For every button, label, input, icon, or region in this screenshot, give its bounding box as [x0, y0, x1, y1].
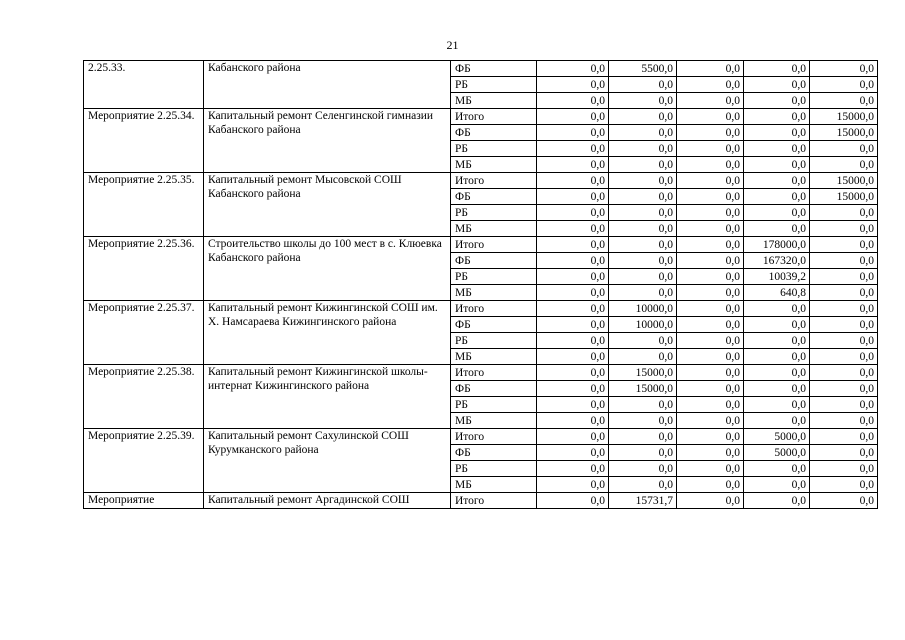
value-cell: 0,0	[537, 301, 609, 317]
value-cell: 0,0	[537, 93, 609, 109]
source-cell: Итого	[451, 429, 537, 445]
page-number: 21	[446, 38, 459, 52]
value-cell: 0,0	[609, 205, 677, 221]
value-cell: 0,0	[537, 221, 609, 237]
value-cell: 0,0	[537, 349, 609, 365]
value-cell: 0,0	[744, 77, 810, 93]
source-cell: Итого	[451, 301, 537, 317]
value-cell: 0,0	[537, 205, 609, 221]
value-cell: 0,0	[810, 317, 878, 333]
value-cell: 0,0	[810, 413, 878, 429]
source-cell: РБ	[451, 333, 537, 349]
value-cell: 0,0	[810, 381, 878, 397]
value-cell: 0,0	[677, 253, 744, 269]
value-cell: 15731,7	[609, 493, 677, 509]
value-cell: 0,0	[810, 93, 878, 109]
value-cell: 0,0	[609, 93, 677, 109]
source-cell: РБ	[451, 77, 537, 93]
description-cell: Капитальный ремонт Аргадинской СОШ	[204, 493, 451, 509]
source-cell: РБ	[451, 141, 537, 157]
value-cell: 0,0	[677, 157, 744, 173]
event-cell: Мероприятие 2.25.38.	[84, 365, 204, 429]
value-cell: 5500,0	[609, 61, 677, 77]
value-cell: 0,0	[810, 157, 878, 173]
source-cell: МБ	[451, 285, 537, 301]
value-cell: 0,0	[537, 461, 609, 477]
source-cell: Итого	[451, 173, 537, 189]
value-cell: 0,0	[744, 61, 810, 77]
source-cell: ФБ	[451, 189, 537, 205]
value-cell: 0,0	[677, 269, 744, 285]
value-cell: 0,0	[744, 381, 810, 397]
table-body	[84, 61, 878, 509]
value-cell: 0,0	[810, 77, 878, 93]
value-cell: 10000,0	[609, 317, 677, 333]
value-cell: 0,0	[744, 173, 810, 189]
table-row	[84, 173, 878, 189]
value-cell: 0,0	[677, 493, 744, 509]
value-cell: 0,0	[677, 333, 744, 349]
table-row	[84, 429, 878, 445]
source-cell: МБ	[451, 413, 537, 429]
value-cell: 0,0	[609, 397, 677, 413]
value-cell: 0,0	[677, 429, 744, 445]
value-cell: 0,0	[677, 349, 744, 365]
value-cell: 0,0	[810, 141, 878, 157]
value-cell: 0,0	[537, 253, 609, 269]
value-cell: 0,0	[744, 189, 810, 205]
table-row	[84, 301, 878, 317]
value-cell: 0,0	[537, 397, 609, 413]
value-cell: 0,0	[810, 221, 878, 237]
source-cell: ФБ	[451, 253, 537, 269]
event-cell: Мероприятие 2.25.36.	[84, 237, 204, 301]
value-cell: 0,0	[677, 125, 744, 141]
value-cell: 0,0	[810, 285, 878, 301]
value-cell: 0,0	[609, 413, 677, 429]
value-cell: 0,0	[677, 237, 744, 253]
event-cell: 2.25.33.	[84, 61, 204, 109]
value-cell: 0,0	[537, 109, 609, 125]
value-cell: 0,0	[677, 285, 744, 301]
value-cell: 0,0	[810, 477, 878, 493]
value-cell: 0,0	[744, 349, 810, 365]
value-cell: 0,0	[744, 461, 810, 477]
value-cell: 0,0	[537, 61, 609, 77]
value-cell: 10000,0	[609, 301, 677, 317]
value-cell: 0,0	[677, 397, 744, 413]
source-cell: РБ	[451, 205, 537, 221]
source-cell: Итого	[451, 493, 537, 509]
value-cell: 0,0	[744, 413, 810, 429]
value-cell: 0,0	[744, 109, 810, 125]
value-cell: 0,0	[744, 221, 810, 237]
source-cell: МБ	[451, 93, 537, 109]
value-cell: 0,0	[677, 109, 744, 125]
value-cell: 0,0	[537, 269, 609, 285]
description-cell: Кабанского района	[204, 61, 451, 109]
value-cell: 0,0	[537, 157, 609, 173]
value-cell: 0,0	[677, 141, 744, 157]
value-cell: 0,0	[537, 333, 609, 349]
description-cell: Капитальный ремонт Кижингинской СОШ им. Х. Намсараева Кижингинского района	[204, 301, 451, 365]
value-cell: 0,0	[609, 189, 677, 205]
table-row	[84, 365, 878, 381]
value-cell: 0,0	[609, 141, 677, 157]
value-cell: 0,0	[744, 205, 810, 221]
value-cell: 0,0	[677, 93, 744, 109]
value-cell: 0,0	[609, 253, 677, 269]
value-cell: 0,0	[677, 381, 744, 397]
value-cell: 0,0	[537, 173, 609, 189]
value-cell: 167320,0	[744, 253, 810, 269]
value-cell: 0,0	[609, 269, 677, 285]
value-cell: 0,0	[810, 429, 878, 445]
table-row	[84, 493, 878, 509]
value-cell: 0,0	[537, 429, 609, 445]
source-cell: ФБ	[451, 317, 537, 333]
source-cell: РБ	[451, 397, 537, 413]
value-cell: 0,0	[609, 461, 677, 477]
value-cell: 0,0	[609, 125, 677, 141]
value-cell: 0,0	[677, 205, 744, 221]
value-cell: 0,0	[744, 477, 810, 493]
value-cell: 15000,0	[810, 125, 878, 141]
value-cell: 640,8	[744, 285, 810, 301]
value-cell: 0,0	[677, 189, 744, 205]
source-cell: МБ	[451, 221, 537, 237]
value-cell: 0,0	[537, 493, 609, 509]
value-cell: 0,0	[609, 221, 677, 237]
value-cell: 178000,0	[744, 237, 810, 253]
value-cell: 0,0	[810, 445, 878, 461]
value-cell: 0,0	[609, 429, 677, 445]
value-cell: 0,0	[609, 109, 677, 125]
value-cell: 0,0	[537, 77, 609, 93]
event-cell: Мероприятие 2.25.39.	[84, 429, 204, 493]
value-cell: 0,0	[677, 301, 744, 317]
value-cell: 0,0	[744, 93, 810, 109]
value-cell: 0,0	[810, 237, 878, 253]
value-cell: 0,0	[609, 173, 677, 189]
value-cell: 0,0	[810, 333, 878, 349]
value-cell: 0,0	[744, 157, 810, 173]
value-cell: 0,0	[537, 317, 609, 333]
source-cell: Итого	[451, 365, 537, 381]
budget-table	[83, 60, 878, 509]
value-cell: 15000,0	[609, 381, 677, 397]
value-cell: 0,0	[537, 285, 609, 301]
value-cell: 0,0	[609, 285, 677, 301]
value-cell: 0,0	[677, 173, 744, 189]
event-cell: Мероприятие	[84, 493, 204, 509]
value-cell: 0,0	[677, 77, 744, 93]
source-cell: Итого	[451, 109, 537, 125]
event-cell: Мероприятие 2.25.35.	[84, 173, 204, 237]
value-cell: 0,0	[810, 301, 878, 317]
value-cell: 0,0	[677, 445, 744, 461]
value-cell: 5000,0	[744, 445, 810, 461]
value-cell: 15000,0	[810, 189, 878, 205]
description-cell: Строительство школы до 100 мест в с. Клюевка Кабанского района	[204, 237, 451, 301]
source-cell: РБ	[451, 461, 537, 477]
value-cell: 0,0	[537, 237, 609, 253]
value-cell: 15000,0	[810, 173, 878, 189]
value-cell: 0,0	[810, 61, 878, 77]
event-cell: Мероприятие 2.25.34.	[84, 109, 204, 173]
value-cell: 0,0	[537, 189, 609, 205]
value-cell: 0,0	[537, 141, 609, 157]
value-cell: 0,0	[537, 413, 609, 429]
value-cell: 0,0	[609, 237, 677, 253]
value-cell: 0,0	[744, 493, 810, 509]
value-cell: 15000,0	[810, 109, 878, 125]
value-cell: 0,0	[744, 301, 810, 317]
table-row	[84, 109, 878, 125]
value-cell: 0,0	[537, 365, 609, 381]
source-cell: МБ	[451, 477, 537, 493]
value-cell: 0,0	[744, 125, 810, 141]
value-cell: 0,0	[537, 477, 609, 493]
value-cell: 5000,0	[744, 429, 810, 445]
source-cell: ФБ	[451, 445, 537, 461]
value-cell: 15000,0	[609, 365, 677, 381]
source-cell: МБ	[451, 157, 537, 173]
value-cell: 0,0	[810, 253, 878, 269]
source-cell: ФБ	[451, 125, 537, 141]
value-cell: 0,0	[677, 61, 744, 77]
value-cell: 0,0	[609, 477, 677, 493]
value-cell: 0,0	[677, 365, 744, 381]
value-cell: 0,0	[677, 221, 744, 237]
value-cell: 0,0	[609, 77, 677, 93]
source-cell: РБ	[451, 269, 537, 285]
value-cell: 0,0	[744, 141, 810, 157]
source-cell: МБ	[451, 349, 537, 365]
value-cell: 10039,2	[744, 269, 810, 285]
source-cell: ФБ	[451, 381, 537, 397]
value-cell: 0,0	[744, 317, 810, 333]
value-cell: 0,0	[677, 413, 744, 429]
value-cell: 0,0	[810, 397, 878, 413]
description-cell: Капитальный ремонт Сахулинской СОШ Курумканского района	[204, 429, 451, 493]
event-cell: Мероприятие 2.25.37.	[84, 301, 204, 365]
value-cell: 0,0	[810, 493, 878, 509]
value-cell: 0,0	[537, 125, 609, 141]
value-cell: 0,0	[677, 317, 744, 333]
value-cell: 0,0	[744, 365, 810, 381]
value-cell: 0,0	[810, 205, 878, 221]
value-cell: 0,0	[609, 333, 677, 349]
value-cell: 0,0	[744, 397, 810, 413]
value-cell: 0,0	[609, 157, 677, 173]
table-row	[84, 61, 878, 77]
value-cell: 0,0	[537, 381, 609, 397]
description-cell: Капитальный ремонт Селенгинской гимназии Кабанского района	[204, 109, 451, 173]
source-cell: Итого	[451, 237, 537, 253]
value-cell: 0,0	[609, 445, 677, 461]
value-cell: 0,0	[609, 349, 677, 365]
table-row	[84, 237, 878, 253]
description-cell: Капитальный ремонт Кижингинской школы-интернат Кижингинского района	[204, 365, 451, 429]
value-cell: 0,0	[744, 333, 810, 349]
value-cell: 0,0	[677, 477, 744, 493]
value-cell: 0,0	[810, 349, 878, 365]
description-cell: Капитальный ремонт Мысовской СОШ Кабанского района	[204, 173, 451, 237]
value-cell: 0,0	[810, 365, 878, 381]
value-cell: 0,0	[677, 461, 744, 477]
value-cell: 0,0	[810, 461, 878, 477]
value-cell: 0,0	[537, 445, 609, 461]
source-cell: ФБ	[451, 61, 537, 77]
value-cell: 0,0	[810, 269, 878, 285]
